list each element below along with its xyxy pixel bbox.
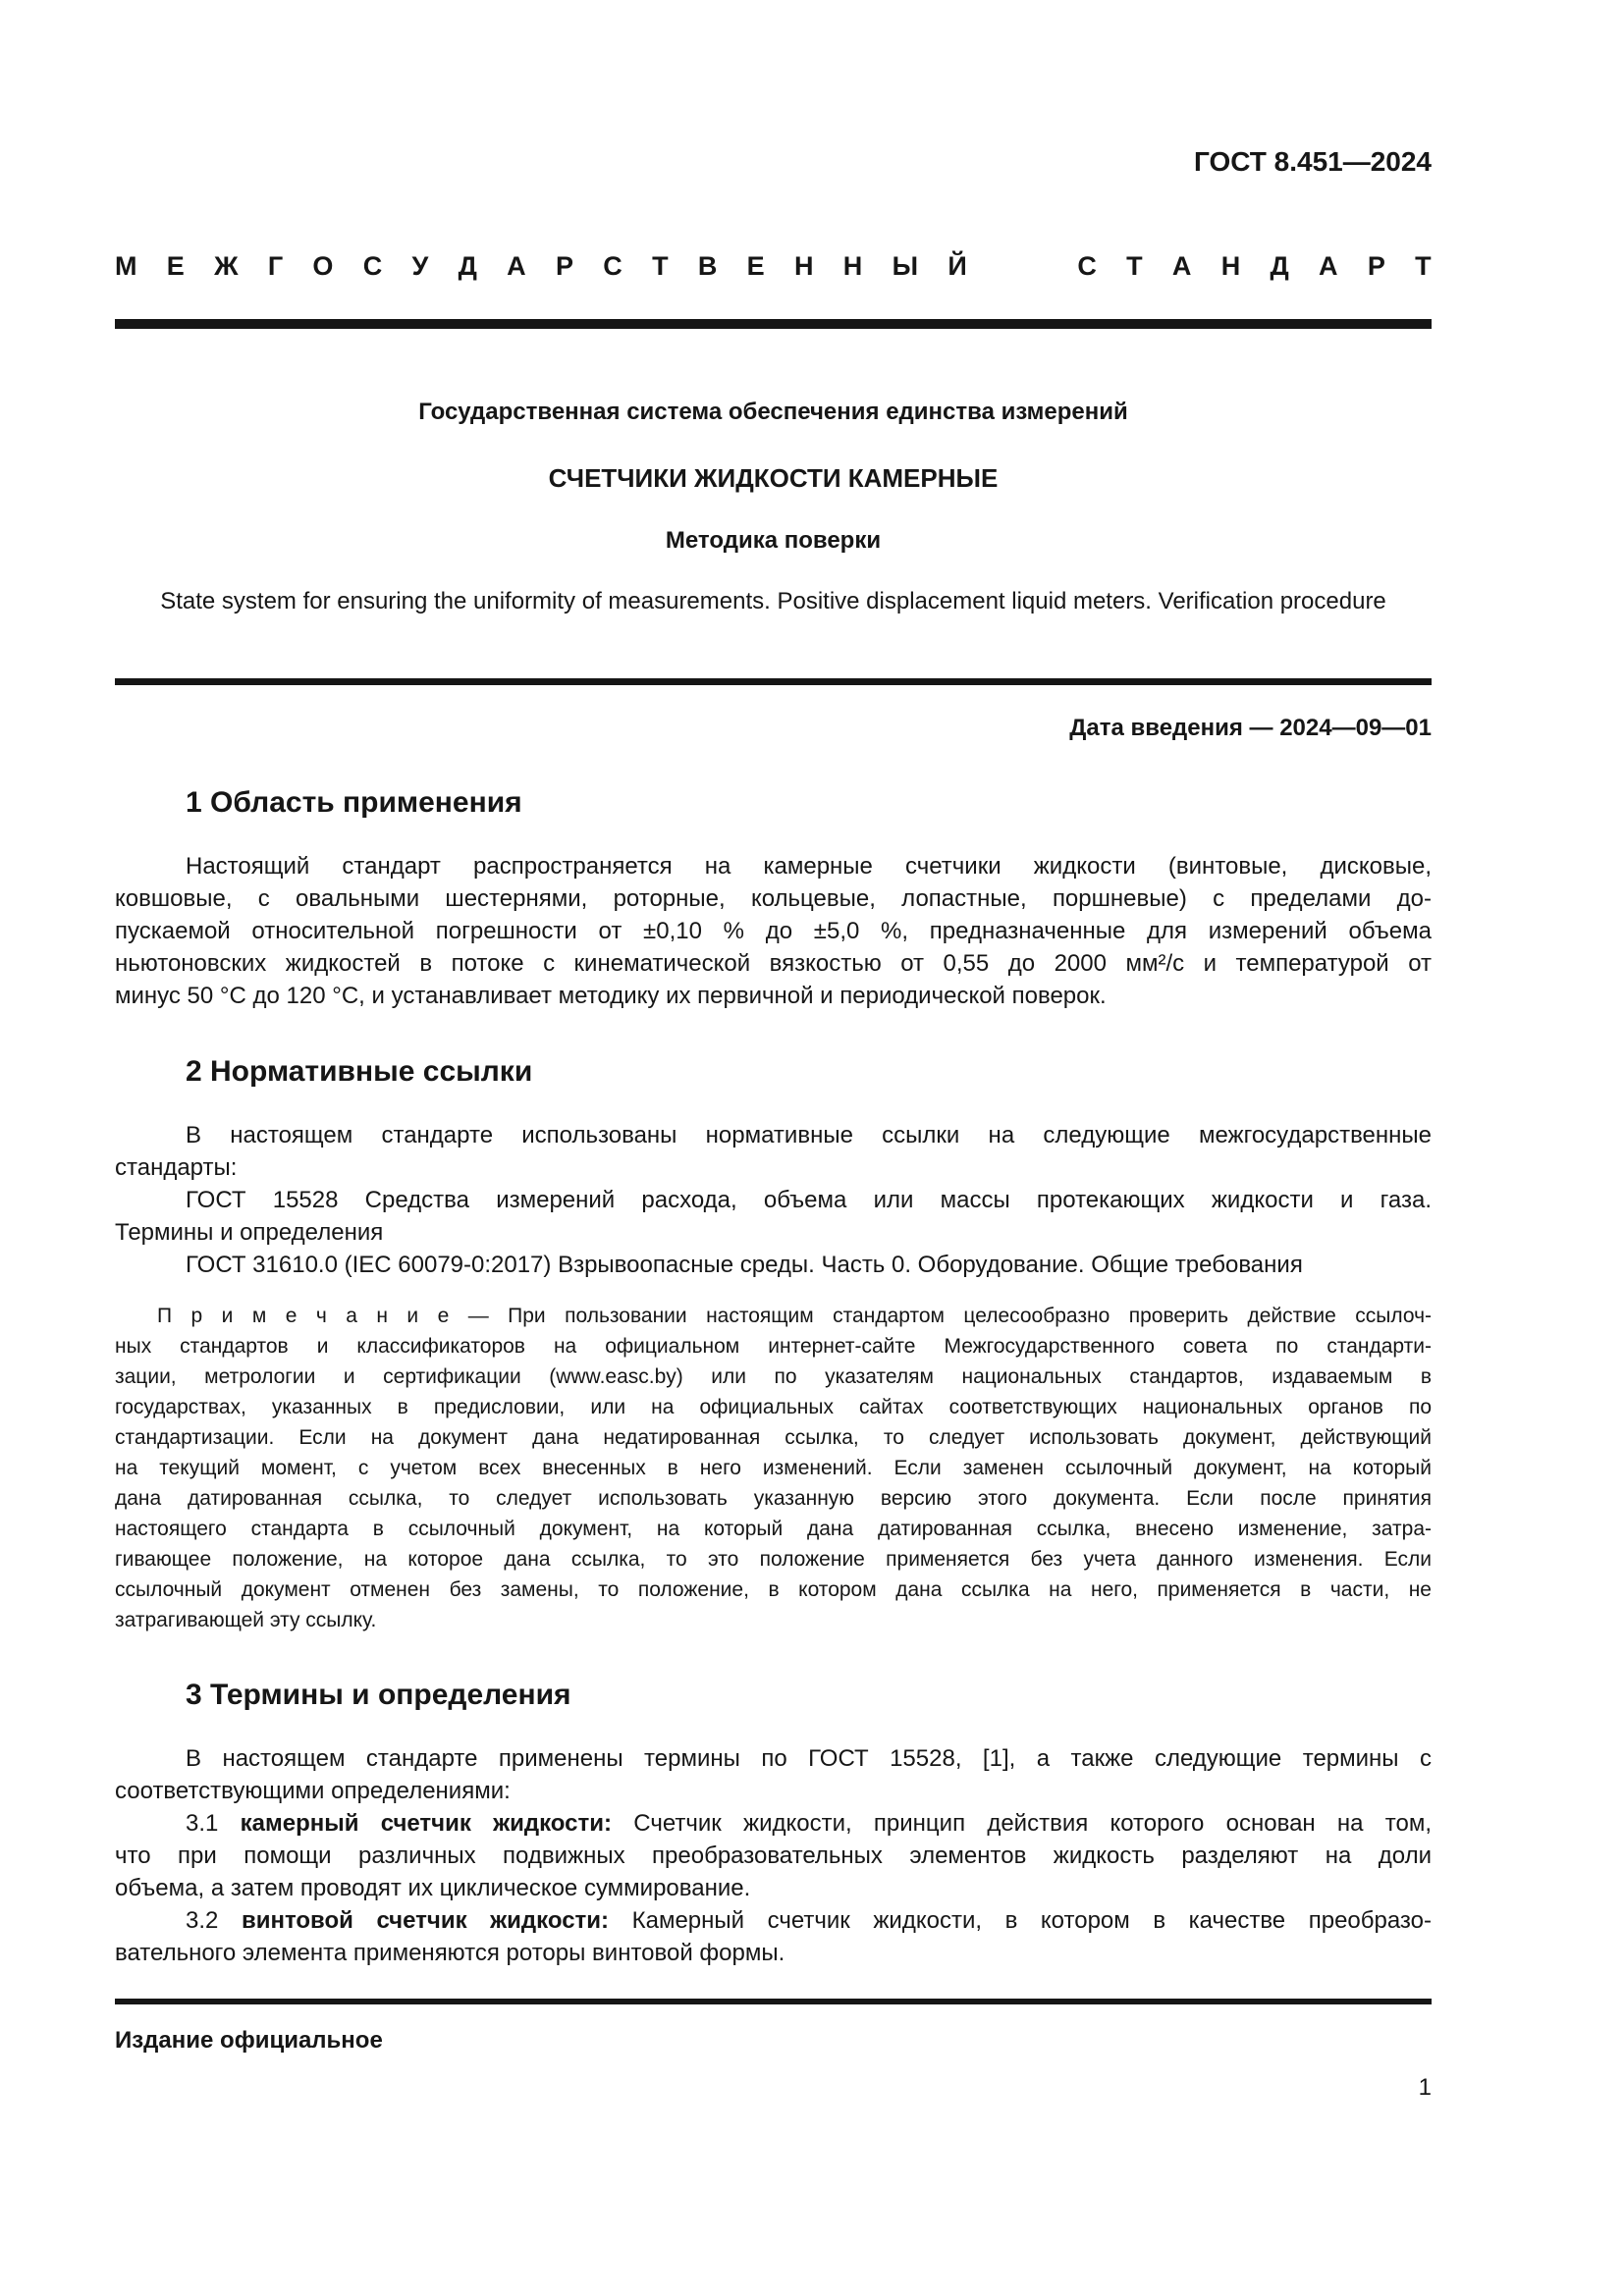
banner-letter: Ы bbox=[892, 251, 919, 281]
standard-type-banner bbox=[115, 249, 1432, 283]
text-line: объема, а затем проводят их циклическое суммирование. bbox=[115, 1875, 751, 1901]
section-1 bbox=[115, 784, 1432, 1012]
banner-letter: Р bbox=[555, 251, 573, 281]
banner-letter: А bbox=[507, 251, 526, 281]
text-line: ковшовые, с овальными шестернями, роторные, кольцевые, лопастные, поршневые) с пределами до- bbox=[115, 885, 1432, 912]
paragraph bbox=[115, 1249, 1432, 1281]
effective-date: Дата введения — 2024—09—01 bbox=[1069, 715, 1432, 741]
text-line: ных стандартов и классификаторов на официальном интернет-сайте Межгосударственного совета по стандарти- bbox=[115, 1335, 1432, 1358]
text-line: минус 50 °С до 120 °С, и устанавливает методику их первичной и периодической поверок. bbox=[115, 983, 1107, 1009]
text-line: 3.2 винтовой счетчик жидкости: Камерный счетчик жидкости, в котором в качестве преобразо- bbox=[186, 1907, 1433, 1934]
paragraph bbox=[115, 1807, 1432, 1904]
text-line: ньютоновских жидкостей в потоке с кинематической вязкостью от 0,55 до 2000 мм²/с и температурой от bbox=[115, 950, 1432, 977]
title-block bbox=[115, 398, 1432, 616]
paragraph bbox=[115, 1184, 1432, 1249]
paragraph bbox=[115, 1904, 1432, 1969]
text-line: В настоящем стандарте применены термины по ГОСТ 15528, [1], а также следующие термины с bbox=[186, 1745, 1432, 1772]
banner-letter: Н bbox=[842, 251, 863, 281]
text-line: зации, метрологии и сертификации (www.easc.by) или по указателям национальных стандартов, издаваемым в bbox=[115, 1365, 1432, 1388]
banner-letter: Н bbox=[793, 251, 814, 281]
section-heading: 2 Нормативные ссылки bbox=[186, 1055, 533, 1088]
text-line: настоящего стандарта в ссылочный документ, на который дана датированная ссылка, внесено изменение, затра- bbox=[115, 1518, 1432, 1540]
section-heading: 3 Термины и определения bbox=[186, 1679, 571, 1711]
text-line: что при помощи различных подвижных преобразовательных элементов жидкость разделяют на доли bbox=[115, 1842, 1432, 1869]
title-system-line: Государственная система обеспечения единства измерений bbox=[418, 399, 1128, 425]
text-line: пускаемой относительной погрешности от ±0,10 % до ±5,0 %, предназначенные для измерений объема bbox=[115, 918, 1432, 944]
banner-letter: Ж bbox=[214, 251, 239, 281]
banner-letter: А bbox=[1319, 251, 1338, 281]
document-body bbox=[115, 784, 1432, 1969]
banner-letter: А bbox=[1171, 251, 1192, 281]
banner-letter: С bbox=[362, 251, 383, 281]
banner-letter: Т bbox=[652, 251, 669, 281]
banner-letter: С bbox=[603, 251, 623, 281]
banner-letter: Р bbox=[1367, 251, 1385, 281]
text-line: Термины и определения bbox=[115, 1219, 384, 1246]
banner-letter: О bbox=[312, 251, 334, 281]
section-2 bbox=[115, 1053, 1432, 1635]
text-line: ссылочный документ отменен без замены, то положение, в котором дана ссылка на него, применяется в части, не bbox=[115, 1578, 1432, 1601]
banner-letter: У bbox=[411, 251, 429, 281]
content-column bbox=[115, 0, 1432, 1969]
banner-letter: Т bbox=[1415, 251, 1432, 281]
text-line: В настоящем стандарте использованы нормативные ссылки на следующие межгосударственные bbox=[186, 1122, 1432, 1148]
paragraph bbox=[115, 850, 1432, 1012]
title-english: State system for ensuring the uniformity of measurements. Positive displacement liquid meters. Verification procedure bbox=[160, 588, 1386, 614]
header-rule bbox=[115, 319, 1432, 329]
doc-number: ГОСТ 8.451—2024 bbox=[1193, 146, 1432, 177]
banner-letter: Е bbox=[746, 251, 765, 281]
title-subtitle: Методика поверки bbox=[665, 527, 882, 554]
section-heading: 1 Область применения bbox=[186, 786, 522, 819]
text-line: государствах, указанных в предисловии, или на официальных сайтах соответствующих национальных органов по bbox=[115, 1396, 1432, 1418]
text-line: Настоящий стандарт распространяется на камерные счетчики жидкости (винтовые, дисковые, bbox=[186, 853, 1432, 880]
section-3 bbox=[115, 1677, 1432, 1969]
text-line: ГОСТ 15528 Средства измерений расхода, объема или массы протекающих жидкости и газа. bbox=[186, 1187, 1432, 1213]
banner-letter: Д bbox=[1270, 251, 1289, 281]
paragraph bbox=[115, 1742, 1432, 1807]
title-separator-rule bbox=[115, 678, 1432, 685]
banner-letter: Е bbox=[166, 251, 185, 281]
page-footer bbox=[115, 1999, 1432, 2103]
page-number: 1 bbox=[1418, 2074, 1432, 2101]
footer-rule bbox=[115, 1999, 1432, 2004]
banner-letter: Д bbox=[458, 251, 477, 281]
paragraph bbox=[115, 1119, 1432, 1184]
text-line: дана датированная ссылка, то следует использовать указанную версию этого документа. Если после принятия bbox=[115, 1487, 1432, 1510]
title-main: СЧЕТЧИКИ ЖИДКОСТИ КАМЕРНЫЕ bbox=[548, 463, 999, 493]
text-line: ГОСТ 31610.0 (IEC 60079-0:2017) Взрывоопасные среды. Часть 0. Оборудование. Общие требования bbox=[186, 1252, 1303, 1278]
text-line: стандарты: bbox=[115, 1154, 238, 1181]
edition-note: Издание официальное bbox=[115, 2027, 383, 2054]
text-line: затрагивающей эту ссылку. bbox=[115, 1609, 377, 1631]
text-line: соответствующими определениями: bbox=[115, 1778, 511, 1804]
text-line: на текущий момент, с учетом всех внесенных в него изменений. Если заменен ссылочный документ, на который bbox=[115, 1457, 1432, 1479]
text-line: вательного элемента применяются роторы винтовой формы. bbox=[115, 1940, 785, 1966]
note-block bbox=[115, 1301, 1432, 1635]
text-line: 3.1 камерный счетчик жидкости: Счетчик жидкости, принцип действия которого основан на том, bbox=[186, 1810, 1432, 1837]
banner-letter: С bbox=[1077, 251, 1097, 281]
text-line: стандартизации. Если на документ дана недатированная ссылка, то следует использовать документ, действующий bbox=[115, 1426, 1432, 1449]
text-line: П р и м е ч а н и е — При пользовании настоящим стандартом целесообразно проверить действие ссылоч- bbox=[157, 1305, 1432, 1327]
banner-letter: М bbox=[115, 251, 137, 281]
text-line: гивающее положение, на которое дана ссылка, то это положение применяется без учета данного изменения. Если bbox=[115, 1548, 1432, 1571]
banner-letter: В bbox=[697, 251, 718, 281]
banner-letter: Т bbox=[1126, 251, 1143, 281]
banner-letter: Й bbox=[947, 251, 967, 281]
banner-letter: Г bbox=[267, 251, 284, 281]
banner-letter: Н bbox=[1220, 251, 1241, 281]
